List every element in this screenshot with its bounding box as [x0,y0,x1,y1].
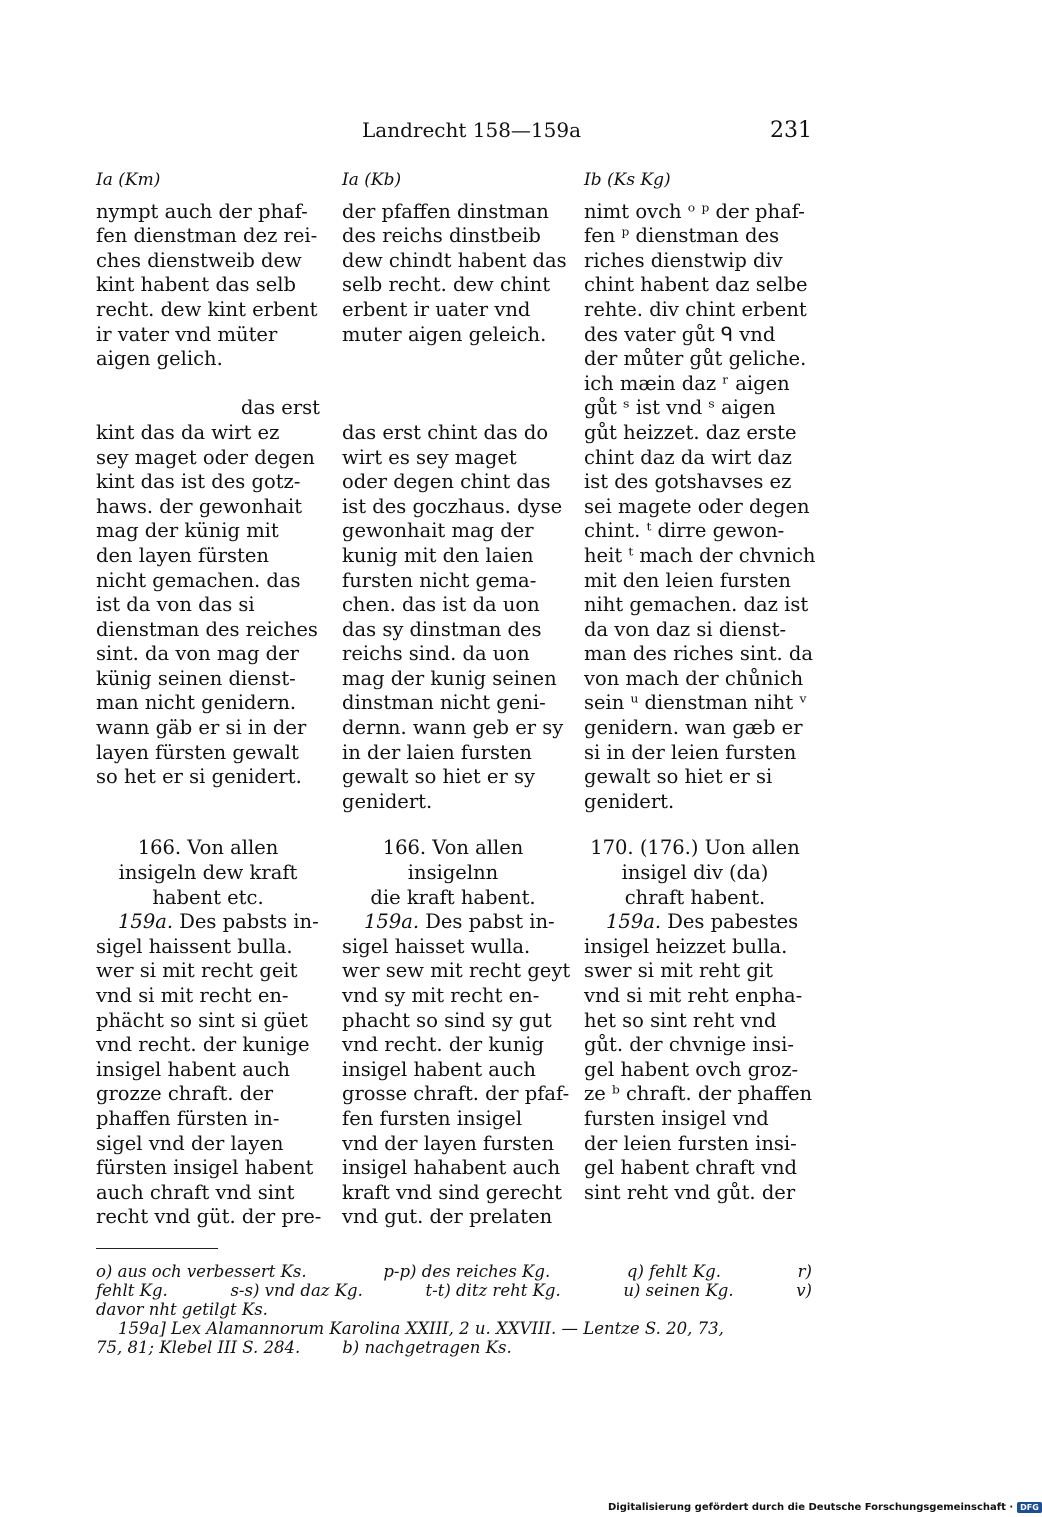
dfg-credit [608,1502,1042,1513]
footnote-u: u) seinen Kg. [623,1281,734,1300]
column-ia-kb [342,168,571,1230]
text-line: ich mæin daz ʳ aigen [584,371,790,395]
text-line: phächt so sint si güet [96,1008,308,1032]
text-line: das erst [240,396,320,420]
text-line: fen ᵖ dienstman des [584,224,780,248]
text-line: des reichs dinstbeib [342,224,541,248]
text-line: mag der künig mit [96,519,279,543]
text-line: ir vater vnd müter [96,322,278,346]
text-line: sein ᵘ dienstman niht ᵛ [584,691,807,715]
text-line: vnd recht. der kunig [342,1033,545,1057]
text-line: da von daz si dienst- [584,617,787,641]
text-line: insigel habent auch [342,1057,536,1081]
section-text: Des pabst in- [425,910,555,934]
blank-line [96,790,320,815]
text-line: ist des goczhaus. dyse [342,494,563,518]
text-line: recht. dew kint erbent [96,297,318,321]
text-line: gel habent chraft vnd [584,1156,797,1180]
footnote-t: t-t) ditz reht Kg. [425,1281,561,1300]
text-line: niht gemachen. daz ist [584,593,809,617]
text-line: heit ᵗ mach der chvnich [584,543,816,567]
blank-line [342,372,564,397]
text-line: das erst chint das do [342,420,549,444]
text-line: nicht gemachen. das [96,568,301,592]
footnote-row-4 [96,1319,812,1338]
text-line: wer sew mit recht geyt [342,959,571,983]
text-line: chint. ᵗ dirre gewon- [584,519,785,543]
column-siglum: Ib (Ks Kg) [584,170,671,190]
column-siglum: Ia (Km) [96,170,161,190]
text-line: wer si mit recht geit [96,959,298,983]
text-line: vnd si mit recht en- [96,984,289,1007]
section-heading-line: die kraft habent. [370,885,536,909]
section-heading-line: habent etc. [152,885,264,909]
section-heading-line: chraft habent. [624,885,766,909]
text-line: in der laien fursten [342,740,532,764]
section-gap [584,814,806,836]
text-line: reichs sind. da uon [342,642,530,666]
text-line: erbent ir uater vnd [342,297,531,321]
text-line: kint das da wirt ez [96,420,280,444]
text-line: des vater gůt ᑫ vnd [584,322,776,346]
text-line: phacht so sind sy gut [342,1008,552,1032]
text-line: vnd sy mit recht en- [342,984,540,1007]
footnote-row-1 [96,1262,812,1281]
blank-line [342,396,564,421]
text-line: sigel haissent bulla. [96,934,293,958]
dfg-logo-icon: DFG [1017,1502,1042,1513]
text-line: insigel heizzet bulla. [584,934,788,958]
text-line: den layen fürsten [96,543,269,567]
text-line: haws. der gewonhait [96,494,303,518]
text-line: swer si mit reht git [584,959,773,983]
text-line: dienstman des reiches [96,617,318,641]
text-line: sint reht vnd gůt. der [584,1180,796,1204]
footnote-p: p-p) des reiches Kg. [383,1262,551,1281]
text-line: man nicht genidern. [96,691,297,715]
section-text: Des pabestes [667,910,799,934]
text-line: auch chraft vnd sint [96,1180,295,1204]
text-line: layen fürsten gewalt [96,740,299,764]
text-line: nympt auch der phaf- [96,199,308,223]
column-ib-ks-kg [584,168,816,1205]
text-line: gel habent ovch groz- [584,1057,799,1081]
text-line: von mach der chůnich [584,666,804,690]
blank-line [342,347,564,372]
text-line: nimt ovch ᵒ ᵖ der phaf- [584,199,805,223]
text-line: sey maget oder degen [96,445,315,469]
section-heading-line: insigeln dew kraft [118,861,298,885]
text-line: gewonhait mag der [342,519,534,543]
text-line: kint das ist des gotz- [96,470,301,494]
text-line: künig seinen dienst- [96,666,296,690]
page-number: 231 [770,118,812,143]
text-line: dew chindt habent das [342,248,567,272]
text-line: gůt. der chvnige insi- [584,1033,794,1057]
text-line: ze ᵇ chraft. der phaffen [584,1082,813,1106]
text-line: gewalt so hiet er sy [342,765,536,789]
text-line: sigel vnd der layen [96,1131,284,1155]
text-line: riches dienstwip div [584,248,783,272]
text-line: phaffen fürsten in- [96,1106,280,1130]
text-line: mag der kunig seinen [342,666,557,690]
section-heading-line: 170. (176.) Uon allen [590,836,800,860]
footnote-rule [96,1248,218,1249]
text-line: dernn. wann geb er sy [342,716,564,740]
footnote-row-5: 75, 81; Klebel III S. 284. b) nachgetragen Ks. [96,1338,512,1357]
footnote-row-2 [96,1281,812,1300]
text-line: chen. das ist da uon [342,593,540,617]
section-first-line [342,910,564,935]
text-line: chint daz da wirt daz [584,445,792,469]
text-line: muter aigen geleich. [342,322,547,346]
blank-line [96,372,320,397]
footnote-r-cont: fehlt Kg. [96,1281,168,1300]
text-line: so het er si genidert. [96,765,302,789]
section-number: 159a. [118,910,174,934]
text-line: wann gäb er si in der [96,716,307,740]
section-first-line [584,910,806,935]
section-number: 159a. [606,910,662,934]
text-line: der leien fursten insi- [584,1131,797,1155]
text-line: genidern. wan gæb er [584,716,803,740]
text-line: oder degen chint das [342,470,551,494]
text-line: gůt heizzet. daz erste [584,420,797,444]
section-heading-line: 166. Von allen [382,836,524,860]
footnote-r: r) [797,1262,812,1281]
text-line: der pfaffen dinstman [342,199,549,223]
section-text: Des pabsts in- [179,910,319,934]
text-line: sigel haisset wulla. [342,934,531,958]
text-line: genidert. [584,789,675,813]
text-line: kraft vnd sind gerecht [342,1180,562,1204]
text-line: grosse chraft. der pfaf- [342,1082,570,1106]
text-line: kunig mit den laien [342,543,534,567]
footnote-o: o) aus och verbessert Ks. [96,1262,307,1281]
text-line: het so sint reht vnd [584,1008,777,1032]
text-line: selb recht. dew chint [342,273,551,297]
section-gap [342,814,564,836]
text-line: sint. da von mag der [96,642,299,666]
text-line: fursten insigel vnd [584,1106,769,1130]
section-gap [96,814,320,836]
text-line: der můter gůt geliche. [584,347,807,371]
text-line: ches dienstweib dew [96,248,302,272]
footnote-v: v) [796,1281,812,1300]
text-line: fen fursten insigel [342,1106,523,1130]
text-line: grozze chraft. der [96,1082,274,1106]
text-line: insigel hahabent auch [342,1156,561,1180]
text-line: recht vnd güt. der pre- [96,1205,322,1229]
text-line: vnd si mit reht enpha- [584,984,803,1007]
text-line: vnd gut. der prelaten [342,1205,553,1229]
text-line: kint habent das selb [96,273,297,297]
text-line: gewalt so hiet er si [584,765,773,789]
footnote-q: q) fehlt Kg. [626,1262,721,1281]
text-line: chint habent daz selbe [584,273,808,297]
text-line: aigen gelich. [96,347,223,371]
column-ia-km [96,168,320,1230]
text-line: insigel habent auch [96,1057,290,1081]
text-line: fen dienstman dez rei- [96,224,318,248]
text-line: gůt ˢ ist vnd ˢ aigen [584,396,776,420]
text-line: fürsten insigel habent [96,1156,314,1180]
section-number: 159a. [364,910,420,934]
footnotes [96,1262,812,1357]
text-line: ist des gotshavses ez [584,470,792,494]
text-line: fursten nicht gema- [342,568,537,592]
text-line: das sy dinstman des [342,617,542,641]
footnote-row-3: davor nht getilgt Ks. [96,1300,268,1319]
dfg-credit-text: Digitalisierung gefördert durch die Deutsche Forschungsgemeinschaft · [608,1502,1014,1513]
column-siglum: Ia (Kb) [342,170,402,190]
text-line: vnd der layen fursten [342,1131,555,1155]
text-line: sei magete oder degen [584,494,810,518]
text-line: ist da von das si [96,593,255,617]
section-heading-line: insigelnn [407,861,499,885]
text-line: wirt es sey maget [342,445,517,469]
text-line: vnd recht. der kunige [96,1033,310,1057]
text-line: mit den leien fursten [584,568,791,592]
running-head: Landrecht 158—159a [362,118,582,142]
text-line: dinstman nicht geni- [342,691,546,715]
text-line: man des riches sint. da [584,642,814,666]
footnote-s: s-s) vnd daz Kg. [230,1281,363,1300]
text-line: rehte. div chint erbent [584,297,807,321]
section-heading-line: insigel div (da) [621,861,769,885]
section-first-line [96,910,320,935]
section-heading-line: 166. Von allen [137,836,279,860]
source-note: 159a] Lex Alamannorum Karolina XXIII, 2 u. XXVIII. — Lentze S. 20, 73, [118,1319,724,1338]
text-line: genidert. [342,789,433,813]
text-line: si in der leien fursten [584,740,797,764]
